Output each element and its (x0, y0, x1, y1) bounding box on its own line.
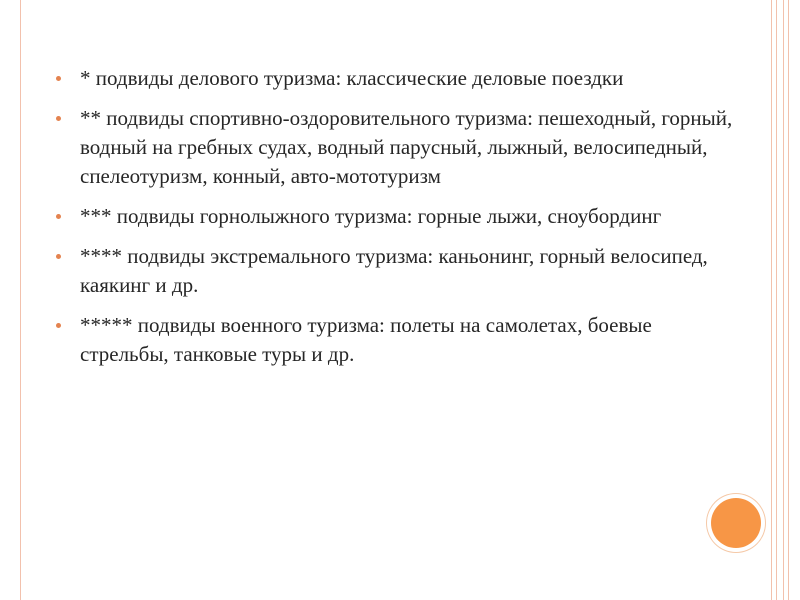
bullet-dot-icon (56, 323, 61, 328)
bullet-text: ** подвиды спортивно-оздоровительного туризма: пешеходный, горный, водный на гребных судах, водный парусный, лыжный, велосипедный, спелеотуризм, конный, авто-мототуризм (80, 106, 733, 188)
bullet-dot-icon (56, 214, 61, 219)
bullet-text: * подвиды делового туризма: классические деловые поездки (80, 66, 624, 90)
orange-circle-decoration (711, 498, 761, 548)
bullet-text: ***** подвиды военного туризма: полеты на самолетах, боевые стрельбы, танковые туры и др. (80, 313, 652, 366)
bullet-dot-icon (56, 116, 61, 121)
slide-content (56, 64, 736, 380)
bullet-text: **** подвиды экстремального туризма: каньонинг, горный велосипед, каякинг и др. (80, 244, 708, 297)
right-decorative-stripe-inner (776, 0, 784, 600)
bullet-item-sport (56, 104, 736, 191)
bullet-item-extreme (56, 242, 736, 300)
bullet-dot-icon (56, 76, 61, 81)
bullet-item-military (56, 311, 736, 369)
bullet-item-ski (56, 202, 736, 231)
bullet-item-business (56, 64, 736, 93)
bullet-text: *** подвиды горнолыжного туризма: горные лыжи, сноубординг (80, 204, 662, 228)
bullet-dot-icon (56, 254, 61, 259)
bullet-list (56, 64, 736, 369)
